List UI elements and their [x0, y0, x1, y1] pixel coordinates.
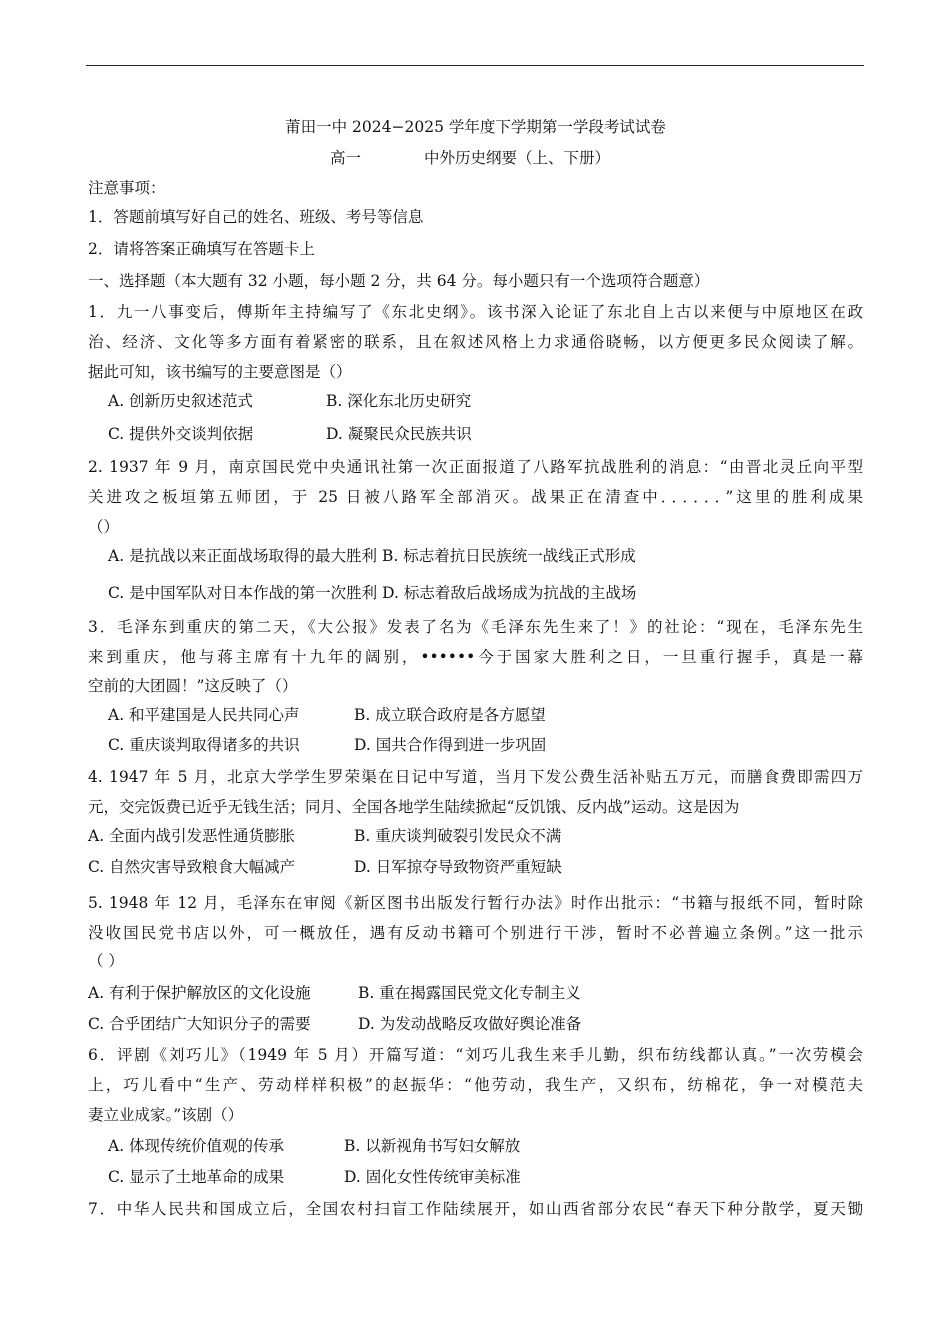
note-item: 1．答题前填写好自己的姓名、班级、考号等信息 — [88, 208, 424, 226]
question-7-line: 7．中华人民共和国成立后，全国农村扫盲工作陆续展开，如山西省部分农民“春天下种分散学，夏天锄 — [88, 1200, 863, 1218]
question-2-line: 关进攻之板垣第五师团，于 25 日被八路军全部消灭。战果正在清查中．．．．．．”这里的胜利成果 — [88, 488, 863, 506]
question-4-option-c: C. 自然灾害导致粮食大幅减产 — [88, 858, 296, 876]
question-1-option-a: A. 创新历史叙述范式 — [108, 392, 254, 410]
question-3-line: 来到重庆，他与蒋主席有十九年的阔别，••••••今于国家大胜利之日，一旦重行握手，真是一幕 — [88, 648, 863, 666]
question-1-option-c: C. 提供外交谈判依据 — [108, 425, 254, 443]
question-2-options-cd: C. 是中国军队对日本作战的第一次胜利 D. 标志着敌后战场成为抗战的主战场 — [108, 584, 637, 602]
question-6-option-b: B. 以新视角书写妇女解放 — [344, 1137, 521, 1155]
question-6-option-a: A. 体现传统价值观的传承 — [108, 1137, 285, 1155]
notes-heading: 注意事项： — [88, 179, 166, 197]
exam-title: 莆田一中 2024−2025 学年度下学期第一学段考试试卷 — [285, 118, 666, 136]
question-5-option-b: B. 重在揭露国民党文化专制主义 — [358, 984, 581, 1002]
question-4-option-d: D. 日军掠夺导致物资严重短缺 — [354, 858, 562, 876]
question-2-line: 2. 1937 年 9 月，南京国民党中央通讯社第一次正面报道了八路军抗战胜利的消息：“由晋北灵丘向平型 — [88, 458, 863, 476]
question-2-line: （） — [88, 518, 120, 536]
question-4-option-b: B. 重庆谈判破裂引发民众不满 — [354, 827, 562, 845]
question-1-line: 据此可知，该书编写的主要意图是（） — [88, 363, 352, 381]
question-6-line: 妻立业成家。”该剧（） — [88, 1106, 244, 1124]
question-4-line: 元，交完饭费已近乎无钱生活；同月、全国各地学生陆续掀起“反饥饿、反内战”运动。这是因为 — [88, 798, 740, 816]
question-5-option-a: A. 有利于保护解放区的文化设施 — [88, 984, 311, 1002]
question-4-line: 4. 1947 年 5 月，北京大学学生罗荣渠在日记中写道，当月下发公费生活补贴五万元，而膳食费即需四万 — [88, 768, 863, 786]
exam-grade: 高一 — [330, 149, 362, 167]
note-item: 2．请将答案正确填写在答题卡上 — [88, 240, 315, 258]
question-6-option-d: D. 固化女性传统审美标准 — [344, 1168, 521, 1186]
question-4-option-a: A. 全面内战引发恶性通货膨胀 — [88, 827, 296, 845]
question-1-option-b: B. 深化东北历史研究 — [326, 392, 472, 410]
question-5-line: （ ） — [88, 952, 124, 970]
question-3-option-c: C. 重庆谈判取得诸多的共识 — [108, 736, 300, 754]
question-6-option-c: C. 显示了土地革命的成果 — [108, 1168, 285, 1186]
header-rule — [86, 65, 864, 66]
question-6-line: 6．评剧《刘巧儿》（1949 年 5 月）开篇写道：“刘巧儿我生来手儿勤，织布纺线都认真。”一次劳模会 — [88, 1046, 863, 1064]
question-3-line: 3．毛泽东到重庆的第二天，《大公报》发表了名为《毛泽东先生来了！》的社论：“现在，毛泽东先生 — [88, 618, 863, 636]
question-1-option-d: D. 凝聚民众民族共识 — [326, 425, 472, 443]
question-3-option-b: B. 成立联合政府是各方愿望 — [354, 706, 546, 724]
question-1-line: 1．九一八事变后，傅斯年主持编写了《东北史纲》。该书深入论证了东北自上古以来便与中原地区在政 — [88, 303, 863, 321]
exam-subject: 中外历史纲要（上、下册） — [424, 149, 611, 167]
question-5-line: 没收国民党书店以外，可一概放任，遇有反动书籍可个别进行干涉，暂时不必普遍立条例。”这一批示 — [88, 924, 863, 942]
question-3-line: 空前的大团圆！”这反映了（） — [88, 677, 298, 695]
section-title: 一、选择题（本大题有 32 小题，每小题 2 分，共 64 分。每小题只有一个选项符合题意） — [88, 272, 710, 290]
question-2-options-ab: A. 是抗战以来正面战场取得的最大胜利 B. 标志着抗日民族统一战线正式形成 — [108, 547, 636, 565]
question-5-option-c: C. 合乎团结广大知识分子的需要 — [88, 1015, 311, 1033]
question-3-option-d: D. 国共合作得到进一步巩固 — [354, 736, 547, 754]
question-1-line: 治、经济、文化等多方面有着紧密的联系，且在叙述风格上力求通俗晓畅，以方便更多民众阅读了解。 — [88, 333, 863, 351]
question-3-option-a: A. 和平建国是人民共同心声 — [108, 706, 300, 724]
question-6-line: 上，巧儿看中“生产、劳动样样积极”的赵振华：“他劳动，我生产，又织布，纺棉花，争一对模范夫 — [88, 1076, 863, 1094]
question-5-option-d: D. 为发动战略反攻做好舆论准备 — [358, 1015, 582, 1033]
question-5-line: 5. 1948 年 12 月，毛泽东在审阅《新区图书出版发行暂行办法》时作出批示：“书籍与报纸不同，暂时除 — [88, 894, 863, 912]
